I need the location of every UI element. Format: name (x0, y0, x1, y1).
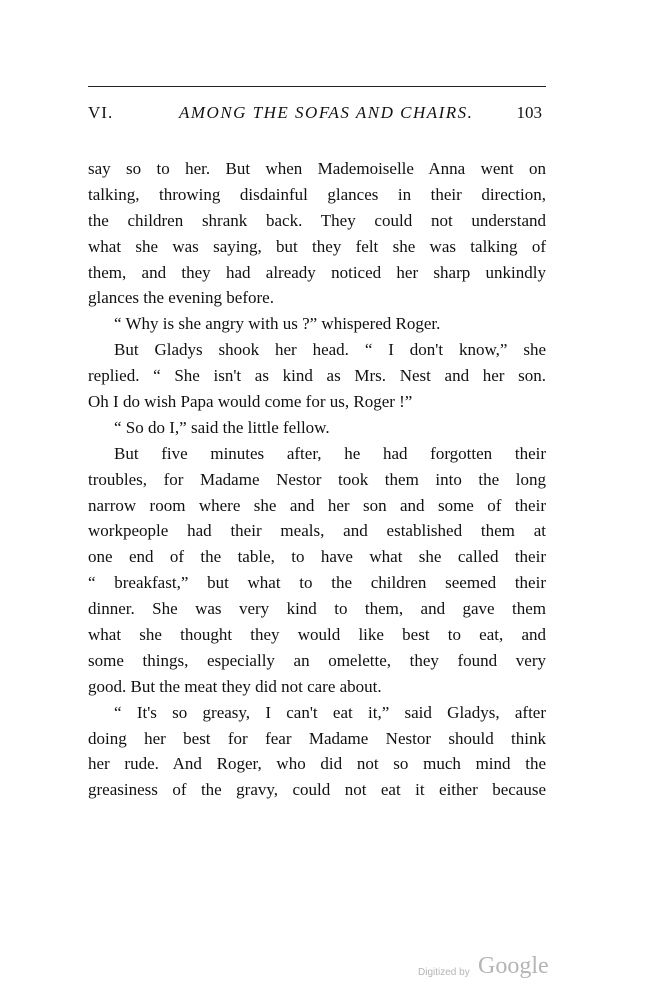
text-line: replied. “ She isn't as kind as Mrs. Nest and her son. (88, 366, 546, 386)
google-watermark (418, 953, 578, 989)
text-line: “ breakfast,” but what to the children seemed their (88, 573, 546, 593)
text-line: what she was saying, but they felt she was talking of (88, 236, 546, 256)
text-line: them, and they had already noticed her sharp unkindly (88, 262, 546, 282)
text-line: “ So do I,” said the little fellow. (114, 417, 330, 437)
text-line: “ Why is she angry with us ?” whispered Roger. (114, 314, 441, 334)
text-line: But five minutes after, he had forgotten their (114, 443, 546, 463)
page-number: 103 (516, 103, 542, 122)
text-line: what she thought they would like best to eat, and (88, 625, 546, 645)
text-line: Oh I do wish Papa would come for us, Roger !” (88, 392, 413, 412)
text-line: talking, throwing disdainful glances in their direction, (88, 184, 546, 204)
text-line: “ It's so greasy, I can't eat it,” said Gladys, after (114, 702, 546, 722)
text-line: troubles, for Madame Nestor took them into the long (88, 469, 546, 489)
google-logo: Google (478, 953, 549, 979)
text-line: her rude. And Roger, who did not so much mind the (88, 754, 546, 774)
text-line: the children shrank back. They could not understand (88, 210, 546, 230)
header-rule (88, 86, 546, 87)
text-line: But Gladys shook her head. “ I don't know,” she (114, 340, 546, 360)
text-line: one end of the table, to have what she called their (88, 547, 546, 567)
text-line: doing her best for fear Madame Nestor should think (88, 728, 546, 748)
text-line: greasiness of the gravy, could not eat it either because (88, 780, 546, 800)
chapter-number: VI. (88, 103, 114, 122)
text-line: narrow room where she and her son and some of their (88, 495, 546, 515)
text-line: say so to her. But when Mademoiselle Anna went on (88, 159, 546, 178)
running-header (88, 103, 546, 129)
text-line: some things, especially an omelette, they found very (88, 650, 546, 670)
text-line: workpeople had their meals, and established them at (88, 521, 546, 541)
text-line: dinner. She was very kind to them, and gave them (88, 599, 546, 619)
text-line: glances the evening before. (88, 288, 274, 308)
page-body (88, 156, 546, 803)
text-line: good. But the meat they did not care about. (88, 676, 382, 696)
running-title: AMONG THE SOFAS AND CHAIRS. (179, 103, 474, 122)
watermark-digitized-by: Digitized by (418, 967, 470, 978)
